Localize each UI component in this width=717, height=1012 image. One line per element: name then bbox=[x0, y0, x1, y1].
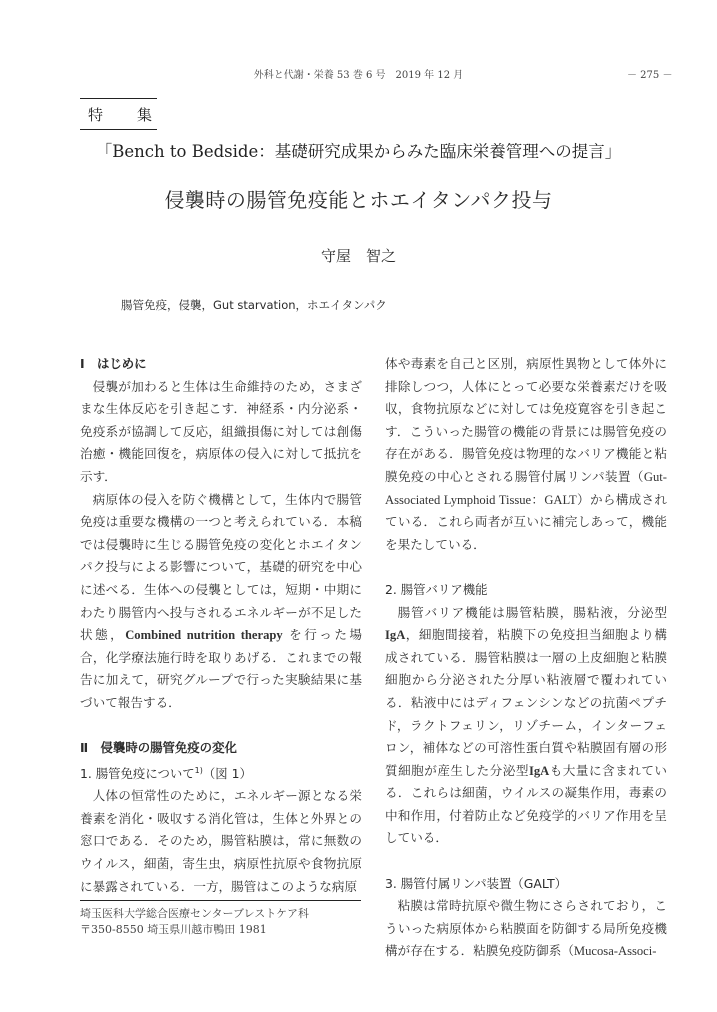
paragraph bbox=[80, 489, 362, 715]
text: 腸管バリア機能は腸管粘膜，腸粘液，分泌型 bbox=[397, 604, 667, 620]
paragraph: 人体の恒常性のために，エネルギー源となる栄養素を消化・吸収する消化管は，生体と外界との窓口である．そのため，腸管粘膜は，常に無数のウイルス，細菌，寄生虫，病原性抗原や食物抗原に暴露されている．一方，腸管はこのような病原 bbox=[80, 788, 362, 894]
text: ，細胞間接着，粘膜下の免疫担当細胞より構成されている．腸管粘膜は一層の上皮細胞と粘膜細胞から分泌された分厚い粘液層で覆われている．粘液中にはディフェンシンなどの抗菌ペプチド，ラクトフェリン，リゾチーム，インターフェロン，補体などの可溶性蛋白質や粘膜固有層の形質細胞が産生した分泌型 bbox=[385, 627, 667, 778]
feature-label-char-2: 集 bbox=[136, 106, 152, 124]
feature-rule-top bbox=[80, 98, 157, 99]
paragraph: 侵襲が加わると生体は生命維持のため，さまざまな生体反応を引き起こす．神経系・内分泌系・免疫系が協調して反応，組織損傷に対しては創傷治癒・機能回復を，病原体の侵入に対して抵抗を示す． bbox=[80, 378, 362, 484]
subsection-heading: 3. 腸管付属リンパ装置（GALT） bbox=[385, 875, 568, 891]
text-english: IgA bbox=[385, 628, 406, 643]
text-english: Combined nutrition therapy bbox=[125, 628, 283, 643]
subsection-heading: 2. 腸管バリア機能 bbox=[385, 581, 488, 597]
text: から構成されている．これら両者が互いに補完しあって，機能を果たしている． bbox=[385, 491, 667, 552]
address: 〒350-8550 埼玉県川越市鴨田 1981 bbox=[80, 923, 267, 936]
series-title: 「Bench to Bedside：基礎研究成果からみた臨床栄養管理への提言」 bbox=[95, 142, 622, 161]
spacer bbox=[80, 715, 362, 738]
page-number: － 275 － bbox=[627, 70, 673, 81]
paragraph bbox=[385, 895, 667, 963]
reference-link[interactable]: 1) bbox=[194, 765, 203, 775]
paragraph bbox=[385, 602, 667, 851]
text: を行った場合，化学療法施行時を取りあげる．これまでの報告に加えて，研究グループで行った実験結果に基づいて報告する． bbox=[80, 627, 362, 710]
figure-reference[interactable]: （図 1） bbox=[202, 765, 252, 781]
section-heading-introduction: Ⅰ はじめに bbox=[80, 356, 147, 371]
footnote bbox=[80, 906, 309, 938]
author: 守屋 智之 bbox=[320, 247, 396, 265]
subsection-heading bbox=[80, 760, 362, 786]
running-head: 外科と代謝・栄養 53 巻 6 号 2019 年 12 月 bbox=[253, 70, 464, 81]
text-english: （Mucosa-Associ- bbox=[561, 944, 657, 959]
section-heading-changes: Ⅱ 侵襲時の腸管免疫の変化 bbox=[80, 740, 237, 756]
text: 体や毒素を自己と区別，病原性異物として体外に排除しつつ，人体にとって必要な栄養素だけを吸収，食物抗原などに対しては免疫寛容を引き起こす．こういった腸管の機能の背景には腸管免疫の存在がある．腸管免疫は物理的なバリア機能と粘膜免疫の中心とされる腸管付属リンパ装置 bbox=[385, 356, 667, 484]
paragraph bbox=[385, 353, 667, 556]
feature-rule-bottom bbox=[80, 129, 157, 130]
feature-label-char-1: 特 bbox=[88, 106, 104, 124]
feature-label bbox=[88, 104, 152, 125]
spacer bbox=[385, 556, 667, 579]
keywords: 腸管免疫，侵襲，Gut starvation，ホエイタンパク bbox=[121, 298, 387, 312]
footnote-rule bbox=[80, 900, 361, 901]
text-english: IgA bbox=[528, 763, 550, 778]
affiliation: 埼玉医科大学総合医療センターブレストケア科 bbox=[80, 907, 310, 920]
text: 粘膜は常時抗原や微生物にさらされており，こういった病原体から粘膜面を防御する局所免疫機構が存在する．粘膜免疫防御系 bbox=[385, 898, 667, 959]
text-english: （Gut-Associated Lymphoid Tissue：GALT） bbox=[385, 469, 667, 507]
article-title: 侵襲時の腸管免疫能とホエイタンパク投与 bbox=[164, 188, 553, 212]
subsection-heading-text: 1. 腸管免疫について bbox=[80, 765, 195, 781]
text: 病原体の侵入を防ぐ機構として，生体内で腸管免疫は重要な機構の一つと考えられている．本稿では侵襲時に生じる腸管免疫の変化とホエイタンパク投与による影響について，基礎的研究を中心に述べる．生体への侵襲としては，短期・中期にわたり腸管内へ投与されるエネルギーが不足した状態， bbox=[80, 491, 362, 643]
spacer bbox=[385, 850, 667, 873]
text: も大量に含まれている．これらは細菌，ウイルスの凝集作用，毒素の中和作用，付着防止など免疫学的バリア作用を呈している． bbox=[385, 762, 668, 846]
left-column bbox=[80, 353, 362, 898]
right-column bbox=[385, 353, 667, 963]
